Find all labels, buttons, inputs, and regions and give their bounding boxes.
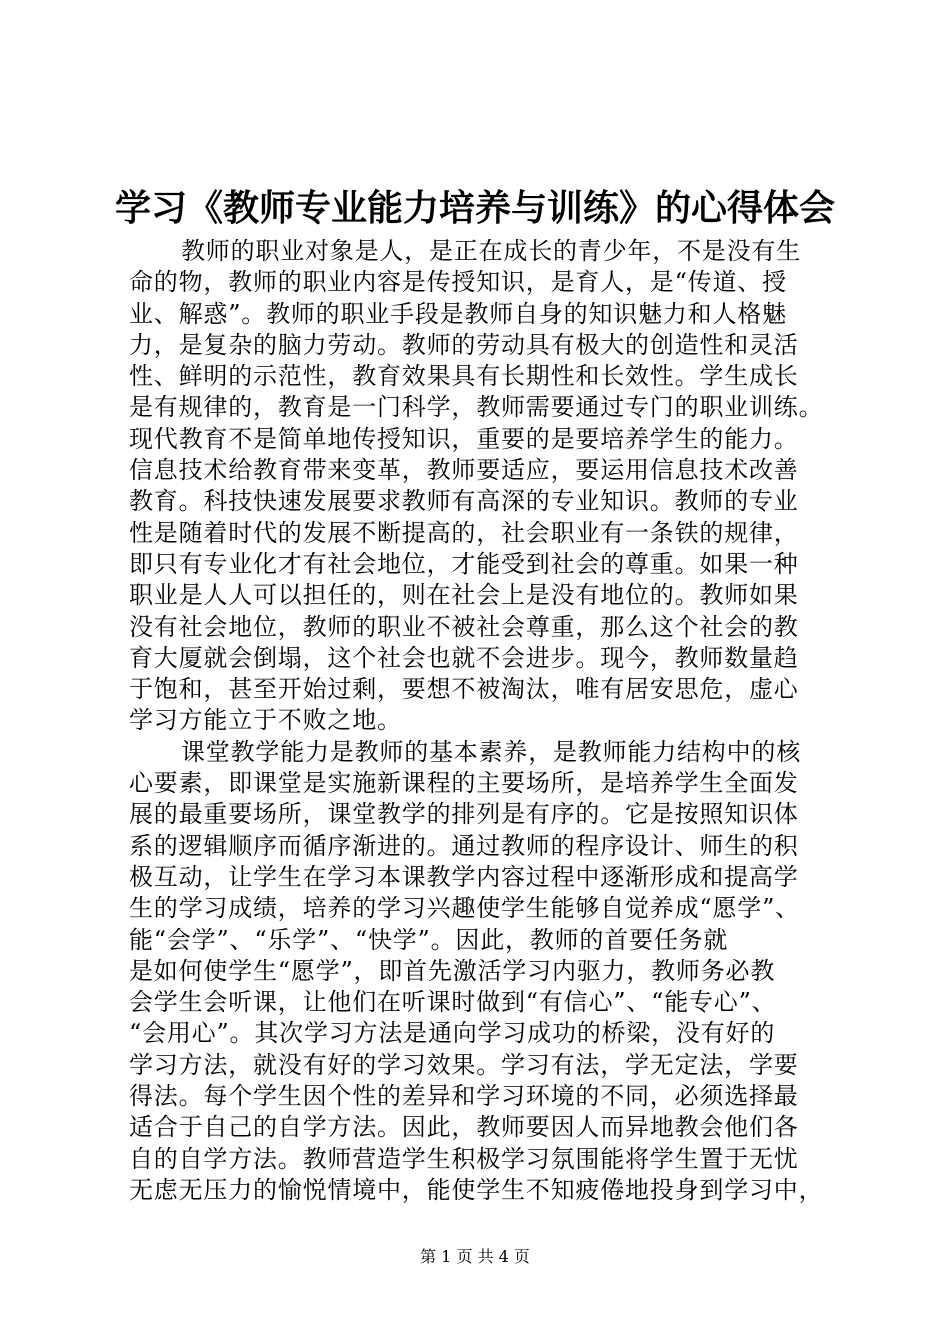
paragraph-line: “会用心”。其次学习方法是通向学习成功的桥梁，没有好的 [129, 1019, 776, 1048]
paragraph-line: 是有规律的，教育是一门科学，教师需要通过专门的职业训练。 [129, 393, 824, 422]
paragraph-line: 是如何使学生“愿学”，即首先激活学习内驱力，教师务必教 [129, 956, 776, 985]
paragraph-line: 无虑无压力的愉悦情境中，能使学生不知疲倦地投身到学习中， [129, 1175, 824, 1204]
paragraph-line: 会学生会听课，让他们在听课时做到“有信心”、“能专心”、 [129, 988, 777, 1017]
paragraph-line: 心要素，即课堂是实施新课程的主要场所，是培养学生全面发 [129, 769, 799, 798]
paragraph-line: 教师的职业对象是人，是正在成长的青少年，不是没有生 [181, 237, 801, 265]
paragraph-line: 能“会学”、“乐学”、“快学”。因此，教师的首要任务就 [129, 925, 729, 954]
paragraph-line: 即只有专业化才有社会地位，才能受到社会的尊重。如果一种 [129, 549, 799, 578]
paragraph-line: 没有社会地位，教师的职业不被社会尊重，那么这个社会的教 [129, 612, 799, 641]
paragraph-line: 生的学习成绩，培养的学习兴趣使学生能够自觉养成“愿学”、 [129, 894, 800, 923]
paragraph-line: 适合于自己的自学方法。因此，教师要因人而异地教会他们各 [129, 1113, 799, 1142]
paragraph-line: 教育。科技快速发展要求教师有高深的专业知识。教师的专业 [129, 487, 799, 516]
paragraph-line: 学习方法，就没有好的学习效果。学习有法，学无定法，学要 [129, 1050, 799, 1079]
paragraph-line: 极互动，让学生在学习本课教学内容过程中逐渐形成和提高学 [129, 862, 799, 891]
paragraph-line: 得法。每个学生因个性的差异和学习环境的不同，必须选择最 [129, 1082, 799, 1111]
paragraph-line: 现代教育不是简单地传授知识，重要的是要培养学生的能力。 [129, 424, 799, 453]
paragraph-line: 系的逻辑顺序而循序渐进的。通过教师的程序设计、师生的积 [129, 831, 799, 860]
paragraph-line: 信息技术给教育带来变革，教师要适应，要运用信息技术改善 [129, 456, 799, 485]
paragraph-line: 力，是复杂的脑力劳动。教师的劳动具有极大的创造性和灵活 [129, 330, 799, 359]
paragraph-line: 性、鲜明的示范性，教育效果具有长期性和长效性。学生成长 [129, 362, 799, 391]
paragraph-line: 课堂教学能力是教师的基本素养，是教师能力结构中的核 [181, 737, 801, 766]
paragraph-line: 职业是人人可以担任的，则在社会上是没有地位的。教师如果 [129, 581, 799, 610]
paragraph-line: 于饱和，甚至开始过剩，要想不被淘汰，唯有居安思危，虚心 [129, 675, 799, 704]
paragraph-line: 学习方能立于不败之地。 [129, 706, 402, 735]
document-body [129, 236, 833, 1206]
paragraph-line: 性是随着时代的发展不断提高的，社会职业有一条铁的规律， [129, 518, 799, 547]
document-title: 学习《教师专业能力培养与训练》的心得体会 [114, 187, 835, 229]
paragraph-line: 命的物，教师的职业内容是传授知识，是育人，是“传道、授 [129, 268, 787, 297]
paragraph-line: 业、解惑”。教师的职业手段是教师自身的知识魅力和人格魅 [129, 299, 787, 328]
paragraph-line: 自的自学方法。教师营造学生积极学习氛围能将学生置于无忧 [129, 1144, 799, 1173]
page-number-footer: 第 1 页 共 4 页 [420, 1247, 530, 1266]
paragraph-line: 育大厦就会倒塌，这个社会也就不会进步。现今，教师数量趋 [129, 643, 799, 672]
paragraph-line: 展的最重要场所，课堂教学的排列是有序的。它是按照知识体 [129, 800, 799, 829]
